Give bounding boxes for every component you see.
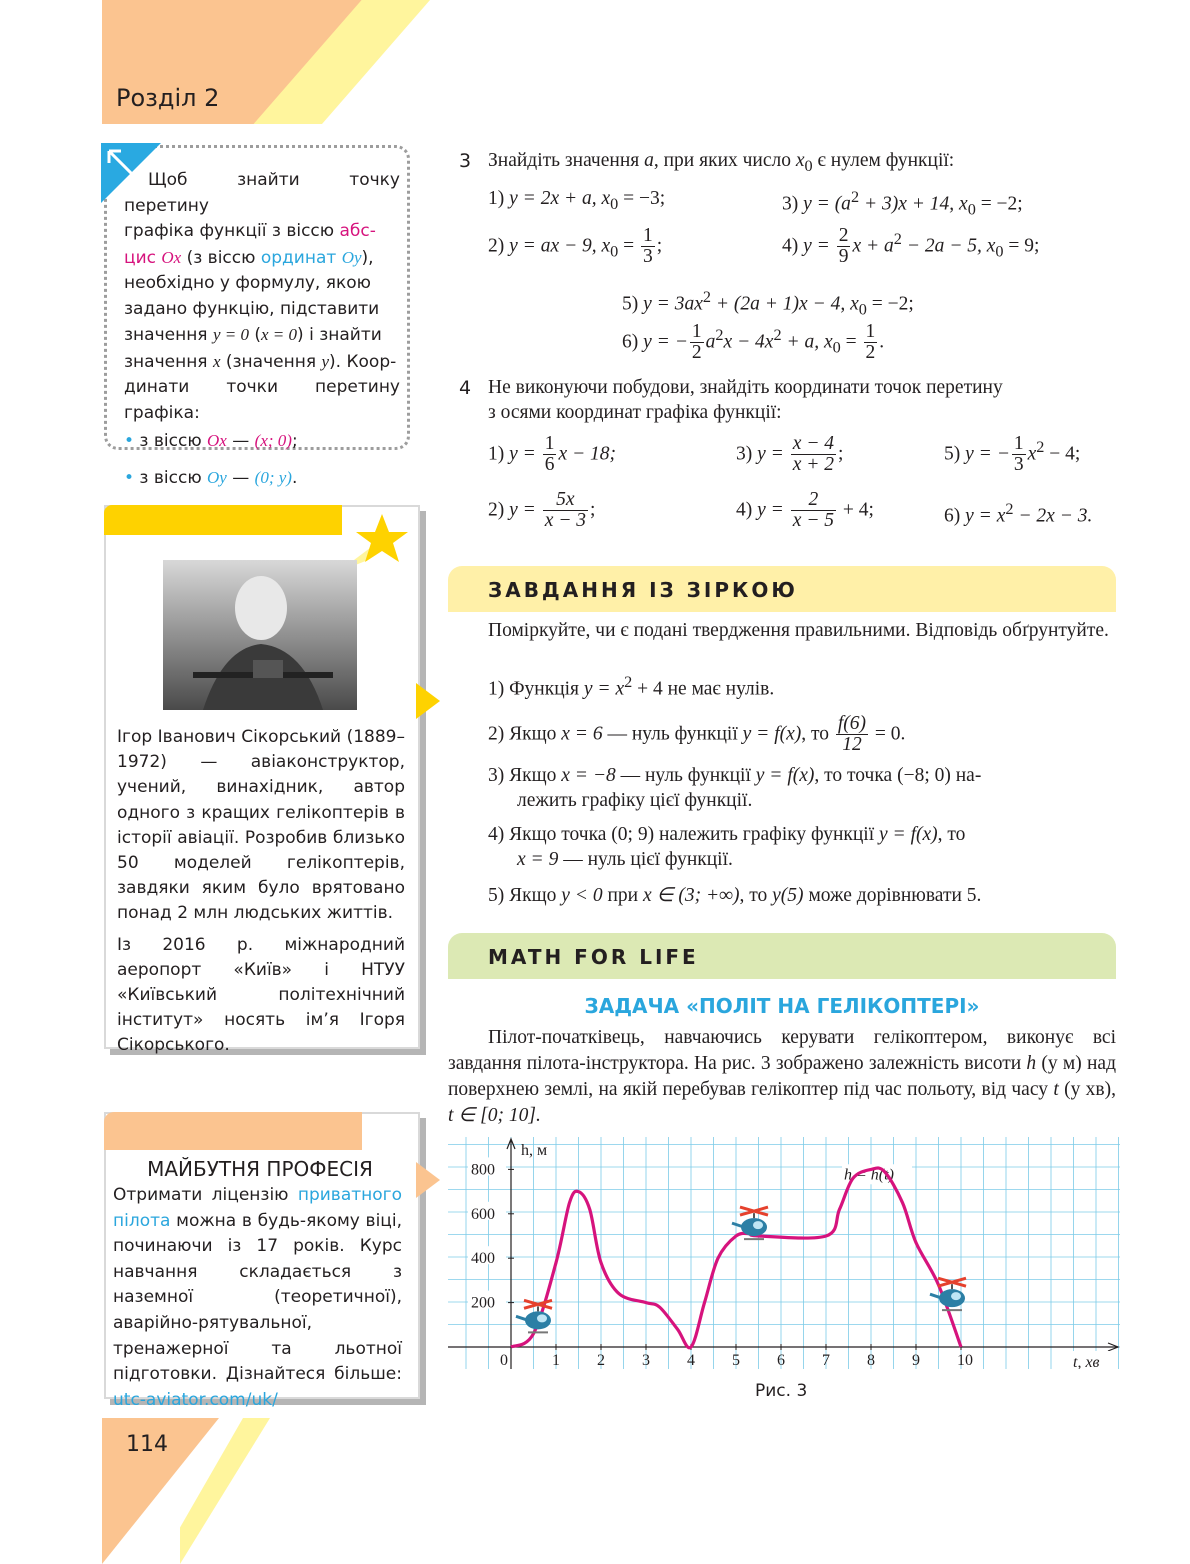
tip-text: Щоб знайти точку перетину графіка функції з віссю абс- цис Ox (з віссю ординат Oy), необхідно у формулу, якою задано функцію, підставити значення y = 0 (x = 0) і знайти значення x (значення y). Коор- динати точки перетину графіка: • з віссю Ox — (x; 0); • з віссю Oy — (0; y). (124, 170, 400, 488)
private-pilot-link[interactable]: приватного пілота (113, 1185, 402, 1231)
star-statement-2: 2) Якщо x = 6 — нуль функції y = f(x), то $\frac{f(6)}{12}$ = 0. (488, 713, 906, 756)
x-tick-label: 1 (552, 1352, 560, 1369)
exercise-4-number: 4 (459, 377, 472, 399)
biography-text: Ігор Іванович Сікорський (1889–1972) — авіаконструктор, учений, винахідник, автор одного з кращих гелікоптерів в історії авіації. Розробив близько 50 моделей гелікоптерів, завдяки яким було врятовано понад 2 млн людських життів. Із 2016 р. міжнародний аеропорт «Київ» і НТУУ «Київський політехнічний інститут» носять ім’я Ігоря Сікорського. (117, 727, 405, 1056)
career-band (104, 1112, 362, 1150)
x-tick-label: 6 (777, 1352, 785, 1369)
exercise-4-item-6: 6) $y = x^2 - 2x - 3$. (944, 500, 1093, 527)
exercise-4-item-4: 4) y = $\frac{2}{x - 5}$ + 4; (736, 489, 874, 532)
exercise-4-item-1: 1) y = $\frac{1}{6}$ x − 18; (488, 433, 617, 476)
task-title: ЗАДАЧА «ПОЛІТ НА ГЕЛІКОПТЕРІ» (584, 994, 980, 1018)
exercise-3-item-3: 3) $y = (a^2 + 3)x + 14$, $x_0 = -2$; (782, 188, 1023, 219)
exercise-4-item-5: 5) y = − $\frac{1}{3}$ $x^2 - 4$; (944, 433, 1081, 476)
star-statement-4-cont: x = 9 — нуль цієї функції. (517, 849, 733, 870)
x-axis-label: t, хв (1073, 1354, 1100, 1369)
star-statement-5: 5) Якщо y < 0 при x ∈ (3; +∞), то y(5) може дорівнювати 5. (488, 885, 982, 906)
math-for-life-title: MATH FOR LIFE (488, 945, 699, 969)
x-tick-label: 4 (687, 1352, 695, 1369)
aviator-link[interactable]: utc-aviator.com/uk/ (113, 1389, 278, 1410)
pointer-arrow-icon (416, 1162, 440, 1198)
x-tick-label: 3 (642, 1352, 650, 1369)
exercise-3-item-4: 4) y = $\frac{2}{9}$ $x + a^2 - 2a - 5$, $x_0 = 9$; (782, 225, 1040, 268)
height-time-chart (448, 1137, 1120, 1369)
exercise-3-item-1: 1) y = 2x + a, $x_0 = -3$; (488, 188, 666, 213)
exercise-3-number: 3 (459, 150, 472, 172)
x-tick-label: 2 (597, 1352, 605, 1369)
exercise-3-item-5: 5) $y = 3ax^2 + (2a + 1)x - 4$, $x_0 = -2$; (622, 288, 914, 319)
y-tick-label: 800 (471, 1161, 495, 1179)
exercise-4-item-3: 3) y = $\frac{x - 4}{x + 2}$ ; (736, 433, 844, 476)
x-tick-label: 0 (500, 1352, 508, 1369)
y-tick-label: 200 (471, 1294, 495, 1312)
star-tasks-title: ЗАВДАННЯ ІЗ ЗІРКОЮ (488, 578, 798, 602)
career-title: МАЙБУТНЯ ПРОФЕСІЯ (147, 1157, 373, 1181)
x-tick-label: 8 (867, 1352, 875, 1369)
y-tick-label: 400 (471, 1250, 495, 1268)
pointer-arrow-icon (416, 683, 440, 719)
exercise-3-item-6: 6) y = − $\frac{1}{2}$ $a^2x - 4x^2 + a$, $x_0$ = $\frac{1}{2}$ . (622, 321, 885, 364)
figure-caption: Рис. 3 (755, 1381, 808, 1401)
exercise-4-item-2: 2) y = $\frac{5x}{x - 3}$ ; (488, 489, 596, 532)
y-axis-label: h, м (521, 1142, 548, 1159)
x-tick-label: 9 (912, 1352, 920, 1369)
star-statement-1: 1) Функція $y = x^2 + 4$ не має нулів. (488, 673, 775, 700)
task-text: Пілот-початківець, навчаючись керувати гелікоптером, виконує всі завдання пілота-інструктора. На рис. 3 зображено залежність висоти h (у м) над поверхнею землі, на якій перебував гелікоптер під час польоту, від часу t (у хв), t ∈ [0; 10]. (448, 1027, 1116, 1126)
x-tick-label: 10 (957, 1352, 973, 1369)
x-tick-label: 7 (822, 1352, 830, 1369)
section-title: Розділ 2 (116, 84, 220, 112)
exercise-4-prompt-line-1: Не виконуючи побудови, знайдіть координати точок перетину (488, 377, 1003, 398)
biography-band (104, 505, 342, 535)
y-tick-label: 600 (471, 1205, 495, 1223)
curve-label: h = h(t) (844, 1166, 894, 1184)
career-text: Отримати ліцензію приватного пілота можна в будь-якому віці, починаючи із 17 років. Курс навчання складається з наземної (теоретичної), аварійно-рятувальної, тренажерної та льотної підготовки. Дізнайтеся більше: utc-aviator.com/uk/ (113, 1185, 402, 1410)
exercise-4-prompt-line-2: з осями координат графіка функції: (488, 402, 782, 423)
portrait-photo (163, 560, 357, 710)
star-statement-4: 4) Якщо точка (0; 9) належить графіку функції y = f(x), то (488, 824, 966, 845)
star-tasks-intro: Поміркуйте, чи є подані твердження правильними. Відповідь обґрунтуйте. (488, 620, 1109, 641)
helicopter-icon (516, 1300, 552, 1332)
exercise-3-item-2: 2) y = ax − 9, $x_0$ = $\frac{1}{3}$ ; (488, 225, 663, 268)
star-statement-3-cont: лежить графіку цієї функції. (517, 790, 753, 811)
page-number: 114 (126, 1432, 168, 1457)
exercise-3-prompt: Знайдіть значення a, при яких число $x_0$ є нулем функції: (488, 150, 955, 175)
x-tick-label: 5 (732, 1352, 740, 1369)
star-statement-3: 3) Якщо x = −8 — нуль функції y = f(x), то точка (−8; 0) на- (488, 765, 982, 786)
